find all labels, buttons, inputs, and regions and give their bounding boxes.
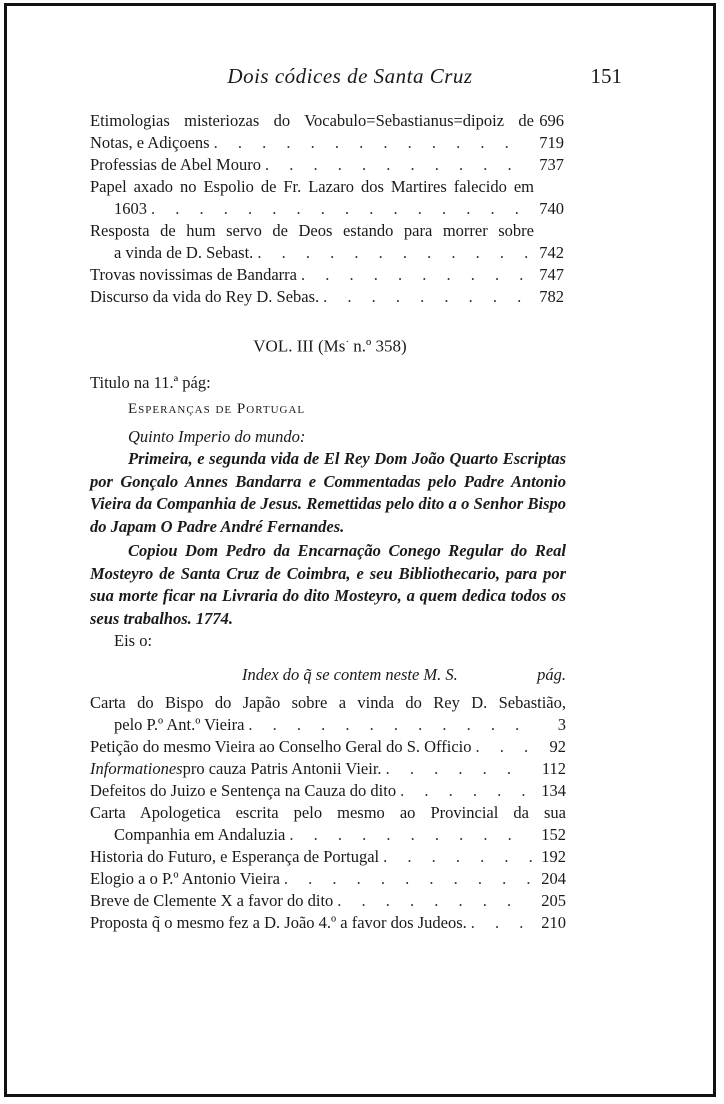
toc-entry-text: Discurso da vida do Rey D. Sebas. xyxy=(90,287,320,306)
leader-dots xyxy=(301,264,530,286)
primeira-paragraph: Primeira, e segunda vida de El Rey Dom João Quarto Escriptas por Gonçalo Annes Bandarra e Commentadas pelo Padre Antonio Vieira da Companhia de Jesus. Remettidas pelo dito a o Senhor Bispo do Japam O Padre André Fernandes. xyxy=(90,449,566,536)
toc-entry-page: 737 xyxy=(539,155,564,174)
index-entry-page: 134 xyxy=(541,781,566,800)
index-entry xyxy=(90,692,566,736)
volume-heading-sup: · xyxy=(345,336,350,348)
toc-entry-text: Trovas novissimas de Bandarra xyxy=(90,265,297,284)
leader-dots xyxy=(386,758,532,780)
index-entry-page: 210 xyxy=(541,913,566,932)
leader-dots xyxy=(400,780,532,802)
toc-entry-page: 747 xyxy=(539,265,564,284)
toc-entry-page: 742 xyxy=(539,243,564,262)
index-entry-page: 3 xyxy=(557,715,566,734)
leader-dots xyxy=(214,132,530,154)
eis-o: Eis o: xyxy=(114,631,153,650)
leader-dots xyxy=(476,736,533,758)
index-entry-text: pelo P.º Ant.º Vieira xyxy=(114,715,245,734)
leader-dots xyxy=(257,242,530,264)
toc-entry xyxy=(90,264,564,286)
leader-dots xyxy=(289,824,532,846)
volume-heading xyxy=(0,336,660,357)
index-entry-text: Carta Apologetica escrita pelo mesmo ao Provincial da sua xyxy=(90,803,566,822)
index-entry-text-italic: Informationes xyxy=(90,759,183,778)
toc-entry-page: 696 xyxy=(539,111,564,130)
index-entry xyxy=(90,758,566,780)
toc-entry xyxy=(90,286,564,308)
index-list xyxy=(90,692,566,934)
toc-entry xyxy=(90,154,564,176)
leader-dots xyxy=(151,198,530,220)
index-entry-text: Companhia em Andaluzia xyxy=(114,825,286,844)
index-entry xyxy=(90,736,566,758)
leader-dots xyxy=(284,868,532,890)
index-entry-text: Defeitos do Juizo e Sentença na Cauza do dito xyxy=(90,781,397,800)
index-entry-text: Carta do Bispo do Japão sobre a vinda do Rey D. Sebastião, xyxy=(90,693,566,712)
leader-dots xyxy=(265,154,530,176)
toc-entry-text: a vinda de D. Sebast. xyxy=(114,243,254,262)
leader-dots xyxy=(323,286,530,308)
toc-entry-page: 740 xyxy=(539,199,564,218)
toc-entry xyxy=(90,110,564,154)
index-title: Index do q̃ se contem neste M. S. xyxy=(242,665,458,684)
index-entry-page: 112 xyxy=(541,759,566,778)
toc-entry-text: Resposta de hum servo de Deos estando para morrer sobre xyxy=(90,221,534,240)
toc-entry-page: 782 xyxy=(539,287,564,306)
index-entry-text: Petição do mesmo Vieira ao Conselho Geral do S. Officio xyxy=(90,737,472,756)
index-entry-page: 205 xyxy=(541,891,566,910)
toc-entry-text: Professias de Abel Mouro xyxy=(90,155,261,174)
leader-dots xyxy=(471,912,532,934)
index-entry xyxy=(90,846,566,868)
leader-dots xyxy=(248,714,532,736)
index-entry xyxy=(90,802,566,846)
index-entry xyxy=(90,912,566,934)
esperancas-heading: Esperanças de Portugal xyxy=(128,401,306,417)
index-entry xyxy=(90,780,566,802)
page-number: 151 xyxy=(590,64,622,88)
index-entry-page: 192 xyxy=(541,847,566,866)
toc-entry-text: Papel axado no Espolio de Fr. Lazaro dos Martires falecido em xyxy=(90,177,534,196)
running-title: Dois códices de Santa Cruz xyxy=(227,64,473,88)
toc-entry xyxy=(90,176,564,220)
index-entry-page: 92 xyxy=(549,737,566,756)
index-pag-label: pág. xyxy=(537,665,566,684)
toc-entry-text: Notas, e Adiçoens xyxy=(90,133,210,152)
index-entry-text: Breve de Clemente X a favor do dito xyxy=(90,891,334,910)
index-entry xyxy=(90,890,566,912)
quinto-imperio: Quinto Imperio do mundo: xyxy=(128,426,306,446)
title-block xyxy=(90,398,566,653)
volume-heading-text: VOL. III (Ms xyxy=(253,336,346,356)
volume-heading-rest: n.º 358) xyxy=(349,336,407,356)
toc-entry xyxy=(90,220,564,264)
index-entry-text: Proposta q̃ o mesmo fez a D. João 4.º a favor dos Judeos. xyxy=(90,913,467,932)
toc-top xyxy=(90,110,564,308)
index-entry-page: 204 xyxy=(541,869,566,888)
titulo-line: Titulo na 11.ª pág: xyxy=(90,373,211,392)
copiou-paragraph: Copiou Dom Pedro da Encarnação Conego Regular do Real Mosteyro de Santa Cruz de Coimbra, e seu Bibliothecario, para por sua morte ficar na Livraria do dito Mosteyro, a quem dedica todos os seus trabalhos. 1774. xyxy=(90,541,566,628)
toc-entry-page: 719 xyxy=(539,133,564,152)
leader-dots xyxy=(337,890,532,912)
leader-dots xyxy=(383,846,532,868)
index-entry-text: pro cauza Patris Antonii Vieir. xyxy=(182,759,382,778)
index-entry-text: Elogio a o P.º Antonio Vieira xyxy=(90,869,280,888)
index-entry-text: Historia do Futuro, e Esperança de Portugal xyxy=(90,847,380,866)
index-entry-page: 152 xyxy=(541,825,566,844)
toc-entry-text: Etimologias misteriozas do Vocabulo=Sebastianus=dipoiz de xyxy=(90,111,534,130)
toc-entry-text: 1603 xyxy=(114,199,147,218)
index-entry xyxy=(90,868,566,890)
